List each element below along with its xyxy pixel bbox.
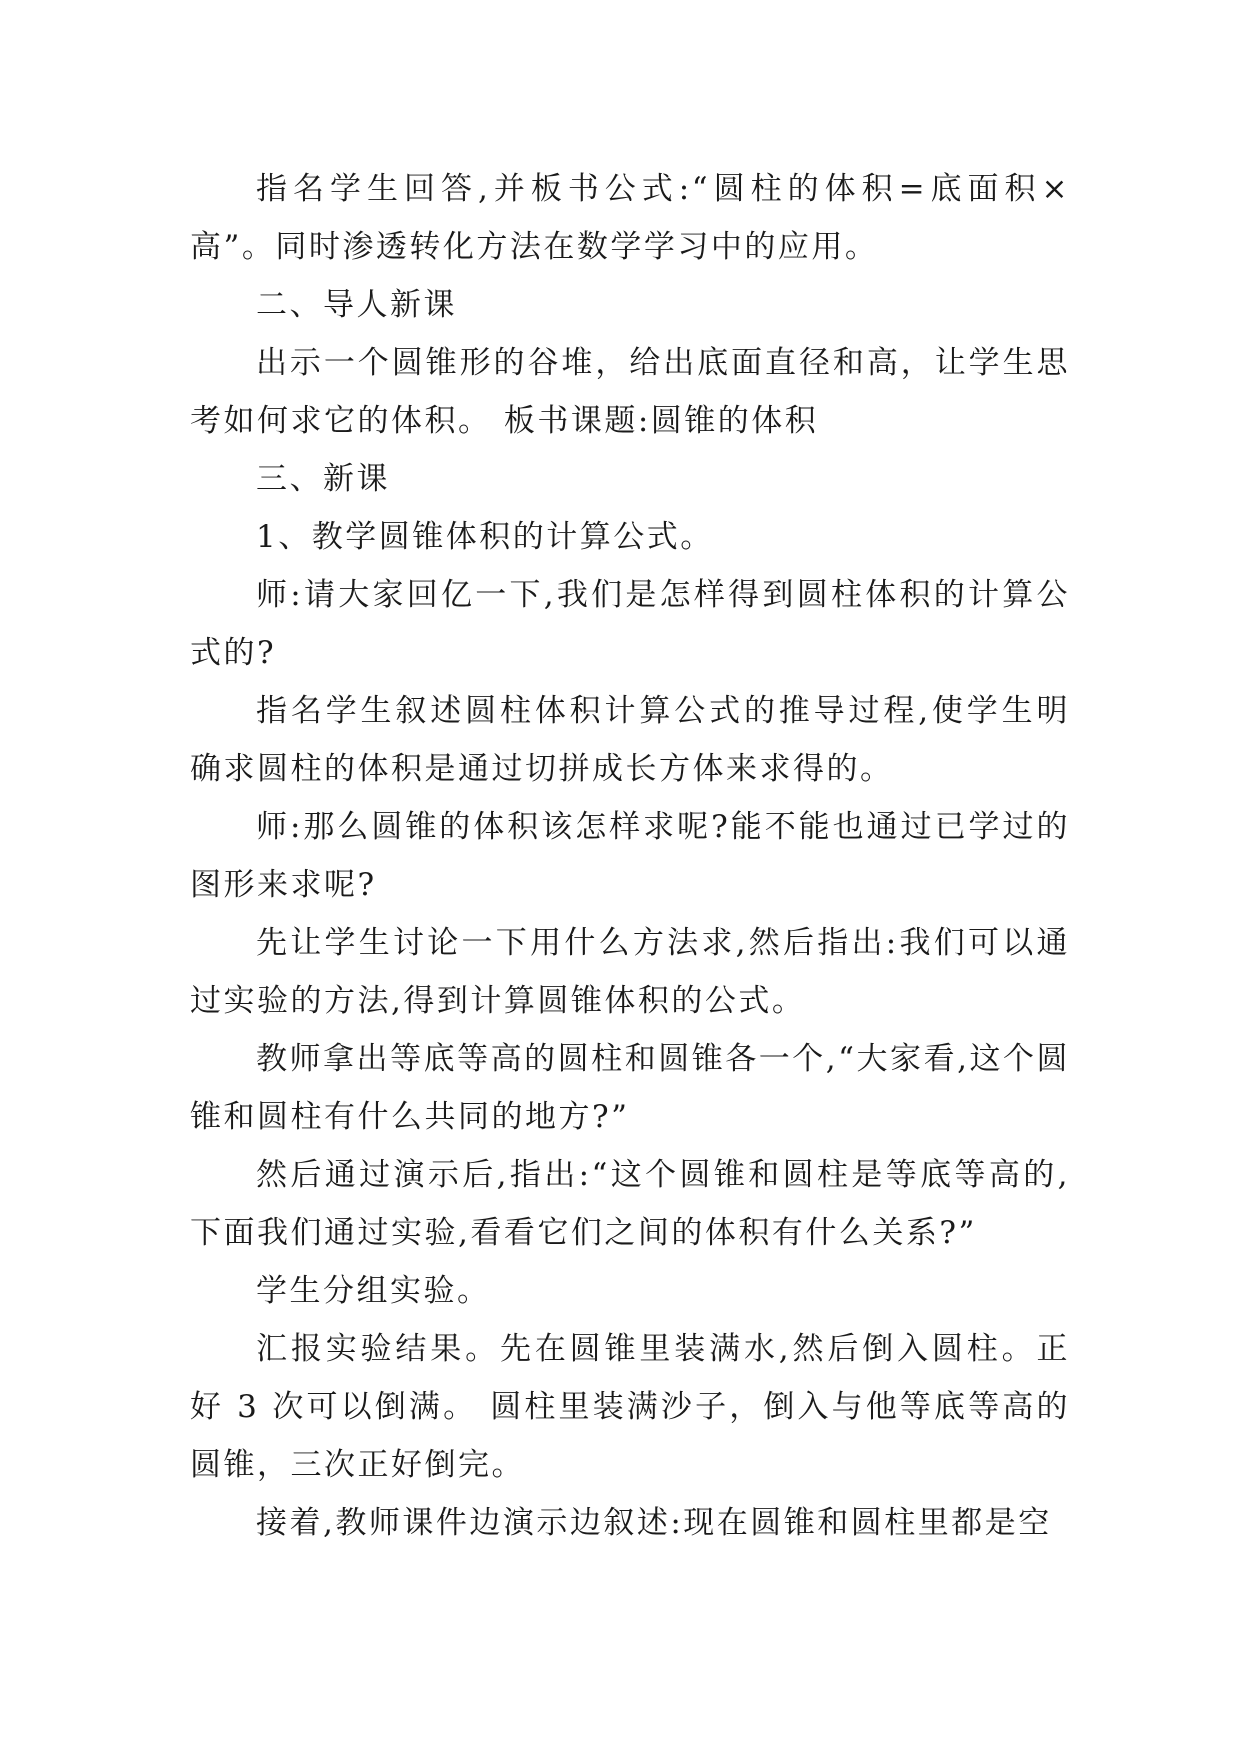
paragraph-student-derivation: 指名学生叙述圆柱体积计算公式的推导过程,使学生明确求圆柱的体积是通过切拼成长方体来求得的。 xyxy=(190,693,1070,787)
paragraph-formula-topic: 1、教学圆锥体积的计算公式。 xyxy=(256,519,714,555)
document-page xyxy=(190,160,1070,1552)
paragraph-grain-pile: 出示一个圆锥形的谷堆，给出底面直径和高，让学生思考如何求它的体积。 板书课题:圆锥的体积 xyxy=(190,345,1070,439)
heading-new-lesson-intro: 二、导人新课 xyxy=(256,287,457,323)
paragraph-discussion: 先让学生讨论一下用什么方法求,然后指出:我们可以通过实验的方法,得到计算圆锥体积的公式。 xyxy=(190,925,1070,1019)
paragraph-teacher-models: 教师拿出等底等高的圆柱和圆锥各一个,“大家看,这个圆锥和圆柱有什么共同的地方?” xyxy=(190,1041,1070,1135)
paragraph-group-experiment: 学生分组实验。 xyxy=(256,1273,491,1309)
paragraph-teacher-question: 师:那么圆锥的体积该怎样求呢?能不能也通过已学过的图形来求呢? xyxy=(190,809,1070,903)
paragraph-teacher-recall: 师:请大家回亿一下,我们是怎样得到圆柱体积的计算公式的? xyxy=(190,577,1070,671)
heading-new-lesson: 三、新课 xyxy=(256,461,390,497)
paragraph-courseware-demo: 接着,教师课件边演示边叙述:现在圆锥和圆柱里都是空 xyxy=(256,1505,1052,1541)
paragraph-formula-answer: 指名学生回答,并板书公式:“圆柱的体积=底面积×高”。同时渗透转化方法在数学学习中的应用。 xyxy=(190,171,1070,265)
paragraph-demonstration: 然后通过演示后,指出:“这个圆锥和圆柱是等底等高的,下面我们通过实验,看看它们之间的体积有什么关系?” xyxy=(190,1157,1070,1251)
paragraph-experiment-results: 汇报实验结果。先在圆锥里装满水,然后倒入圆柱。正好 3 次可以倒满。 圆柱里装满沙子，倒入与他等底等高的圆锥，三次正好倒完。 xyxy=(190,1331,1070,1483)
